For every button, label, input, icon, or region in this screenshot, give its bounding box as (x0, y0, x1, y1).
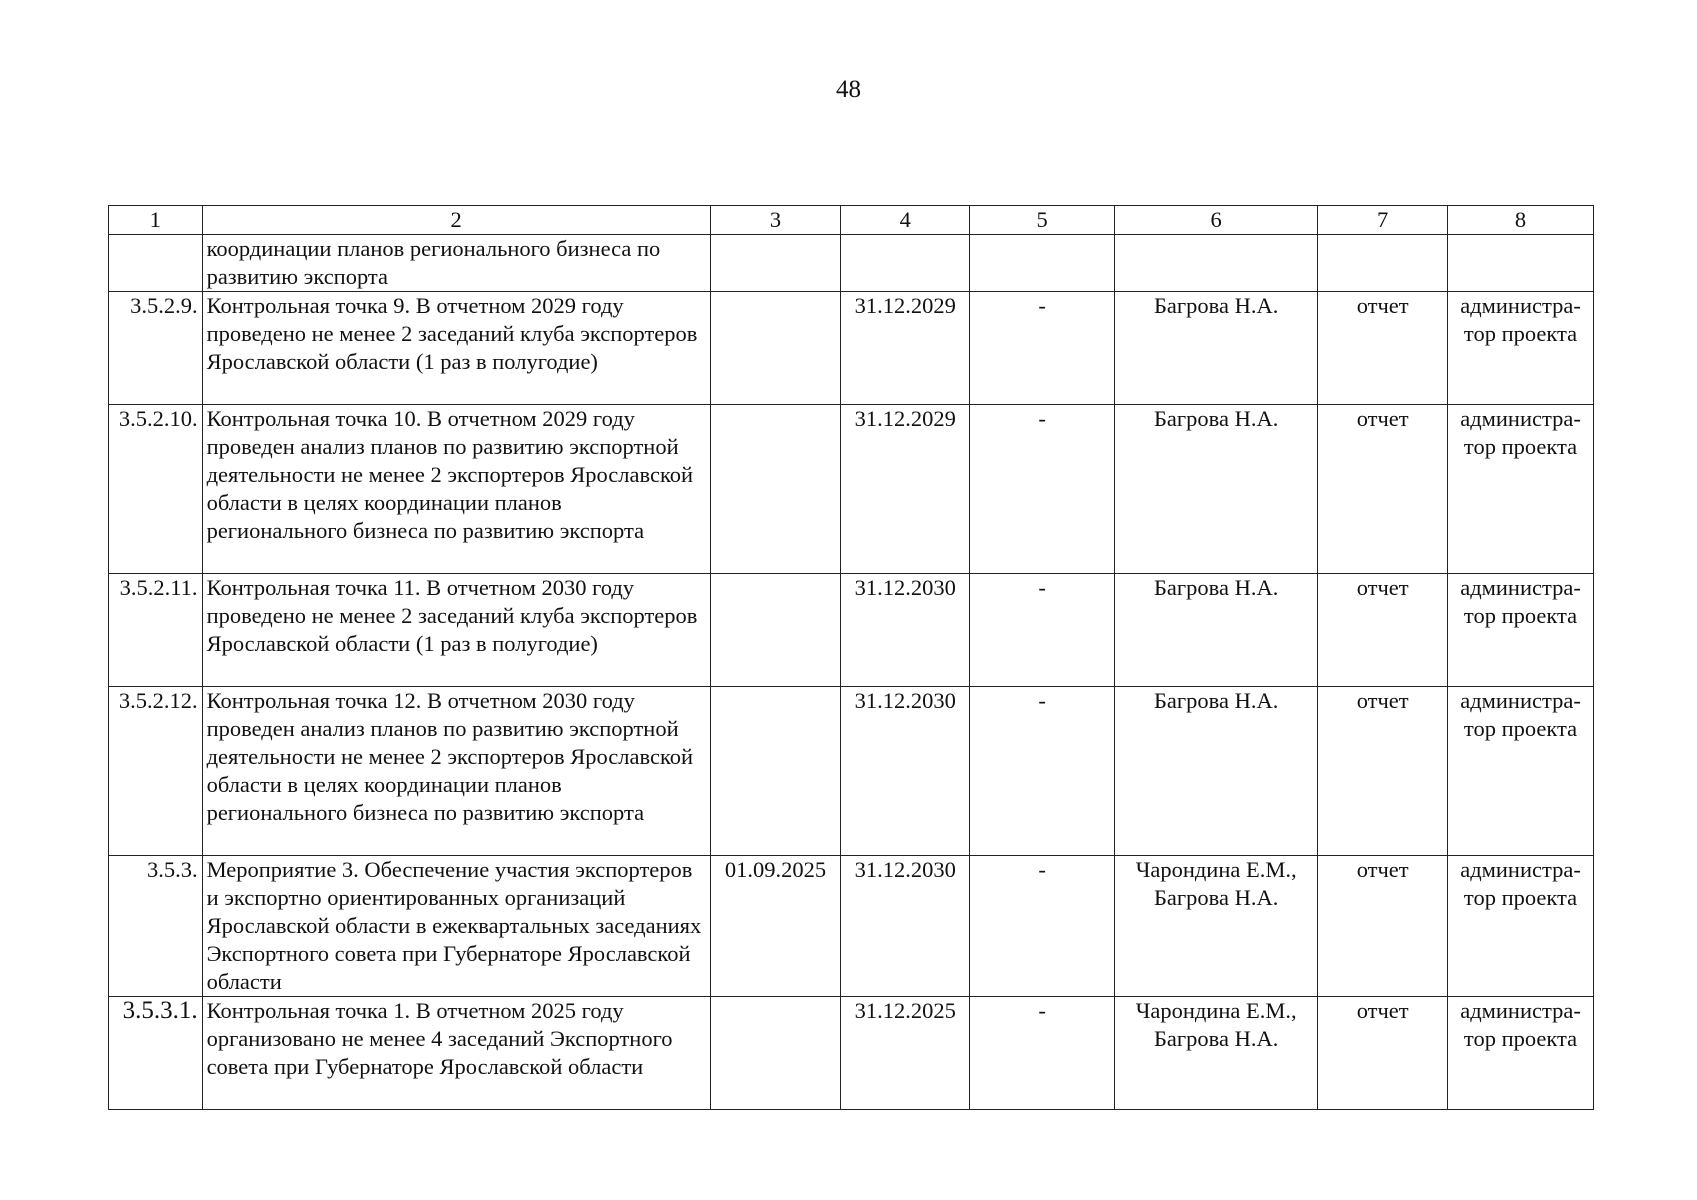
column-header: 5 (970, 206, 1115, 235)
start-date (710, 997, 841, 1110)
role: администра-тор проекта (1448, 405, 1594, 574)
column-header: 4 (841, 206, 970, 235)
item-description: Контрольная точка 11. В отчетном 2030 году проведено не менее 2 заседаний клуба экспортеров Ярославской области (1 раз в полугодие) (202, 574, 710, 687)
document-type: отчет (1318, 405, 1448, 574)
responsible-person: Багрова Н.А. (1115, 574, 1318, 687)
start-date (710, 574, 841, 687)
document-type (1318, 235, 1448, 292)
document-type: отчет (1318, 292, 1448, 405)
item-number: 3.5.2.12. (109, 687, 203, 856)
end-date: 31.12.2025 (841, 997, 970, 1110)
table-row (109, 292, 1594, 405)
column-5-value: - (970, 856, 1115, 997)
table-row (109, 405, 1594, 574)
role: администра-тор проекта (1448, 997, 1594, 1110)
responsible-person: Чарондина Е.М., Багрова Н.А. (1115, 997, 1318, 1110)
document-type: отчет (1318, 856, 1448, 997)
document-type: отчет (1318, 687, 1448, 856)
page-number: 48 (836, 76, 861, 103)
item-number: 3.5.3. (109, 856, 203, 997)
start-date (710, 687, 841, 856)
responsible-person: Багрова Н.А. (1115, 405, 1318, 574)
role: администра-тор проекта (1448, 292, 1594, 405)
end-date: 31.12.2030 (841, 687, 970, 856)
item-number: 3.5.2.10. (109, 405, 203, 574)
column-header: 6 (1115, 206, 1318, 235)
item-number (109, 235, 203, 292)
column-header: 8 (1448, 206, 1594, 235)
table-row (109, 856, 1594, 997)
responsible-person: Чарондина Е.М., Багрова Н.А. (1115, 856, 1318, 997)
column-header: 2 (202, 206, 710, 235)
table-row (109, 574, 1594, 687)
end-date (841, 235, 970, 292)
role (1448, 235, 1594, 292)
column-5-value: - (970, 292, 1115, 405)
column-header: 3 (710, 206, 841, 235)
item-description: Мероприятие 3. Обеспечение участия экспортеров и экспортно ориентированных организаций Ярославской области в ежеквартальных заседаниях Экспортного совета при Губернаторе Ярославской области (202, 856, 710, 997)
item-description: Контрольная точка 12. В отчетном 2030 году проведен анализ планов по развитию экспортной деятельности не менее 2 экспортеров Ярославской области в целях координации планов регионального бизнеса по развитию экспорта (202, 687, 710, 856)
column-header: 7 (1318, 206, 1448, 235)
end-date: 31.12.2030 (841, 856, 970, 997)
table-row (109, 997, 1594, 1110)
start-date (710, 405, 841, 574)
schedule-table (108, 205, 1594, 1110)
end-date: 31.12.2029 (841, 292, 970, 405)
item-description: Контрольная точка 1. В отчетном 2025 году организовано не менее 4 заседаний Экспортного совета при Губернаторе Ярославской области (202, 997, 710, 1110)
document-type: отчет (1318, 574, 1448, 687)
role: администра-тор проекта (1448, 574, 1594, 687)
header-row (109, 206, 1594, 235)
column-5-value (970, 235, 1115, 292)
responsible-person: Багрова Н.А. (1115, 687, 1318, 856)
item-number: 3.5.3.1. (109, 997, 203, 1110)
item-description: Контрольная точка 9. В отчетном 2029 году проведено не менее 2 заседаний клуба экспортеров Ярославской области (1 раз в полугодие) (202, 292, 710, 405)
document-type: отчет (1318, 997, 1448, 1110)
item-description: координации планов регионального бизнеса по развитию экспорта (202, 235, 710, 292)
responsible-person (1115, 235, 1318, 292)
column-header: 1 (109, 206, 203, 235)
start-date: 01.09.2025 (710, 856, 841, 997)
table-row (109, 687, 1594, 856)
column-5-value: - (970, 574, 1115, 687)
column-5-value: - (970, 997, 1115, 1110)
end-date: 31.12.2030 (841, 574, 970, 687)
column-5-value: - (970, 687, 1115, 856)
column-5-value: - (970, 405, 1115, 574)
responsible-person: Багрова Н.А. (1115, 292, 1318, 405)
item-number: 3.5.2.9. (109, 292, 203, 405)
item-number: 3.5.2.11. (109, 574, 203, 687)
role: администра-тор проекта (1448, 856, 1594, 997)
start-date (710, 292, 841, 405)
start-date (710, 235, 841, 292)
end-date: 31.12.2029 (841, 405, 970, 574)
table-row (109, 235, 1594, 292)
item-description: Контрольная точка 10. В отчетном 2029 году проведен анализ планов по развитию экспортной деятельности не менее 2 экспортеров Ярославской области в целях координации планов регионального бизнеса по развитию экспорта (202, 405, 710, 574)
role: администра-тор проекта (1448, 687, 1594, 856)
